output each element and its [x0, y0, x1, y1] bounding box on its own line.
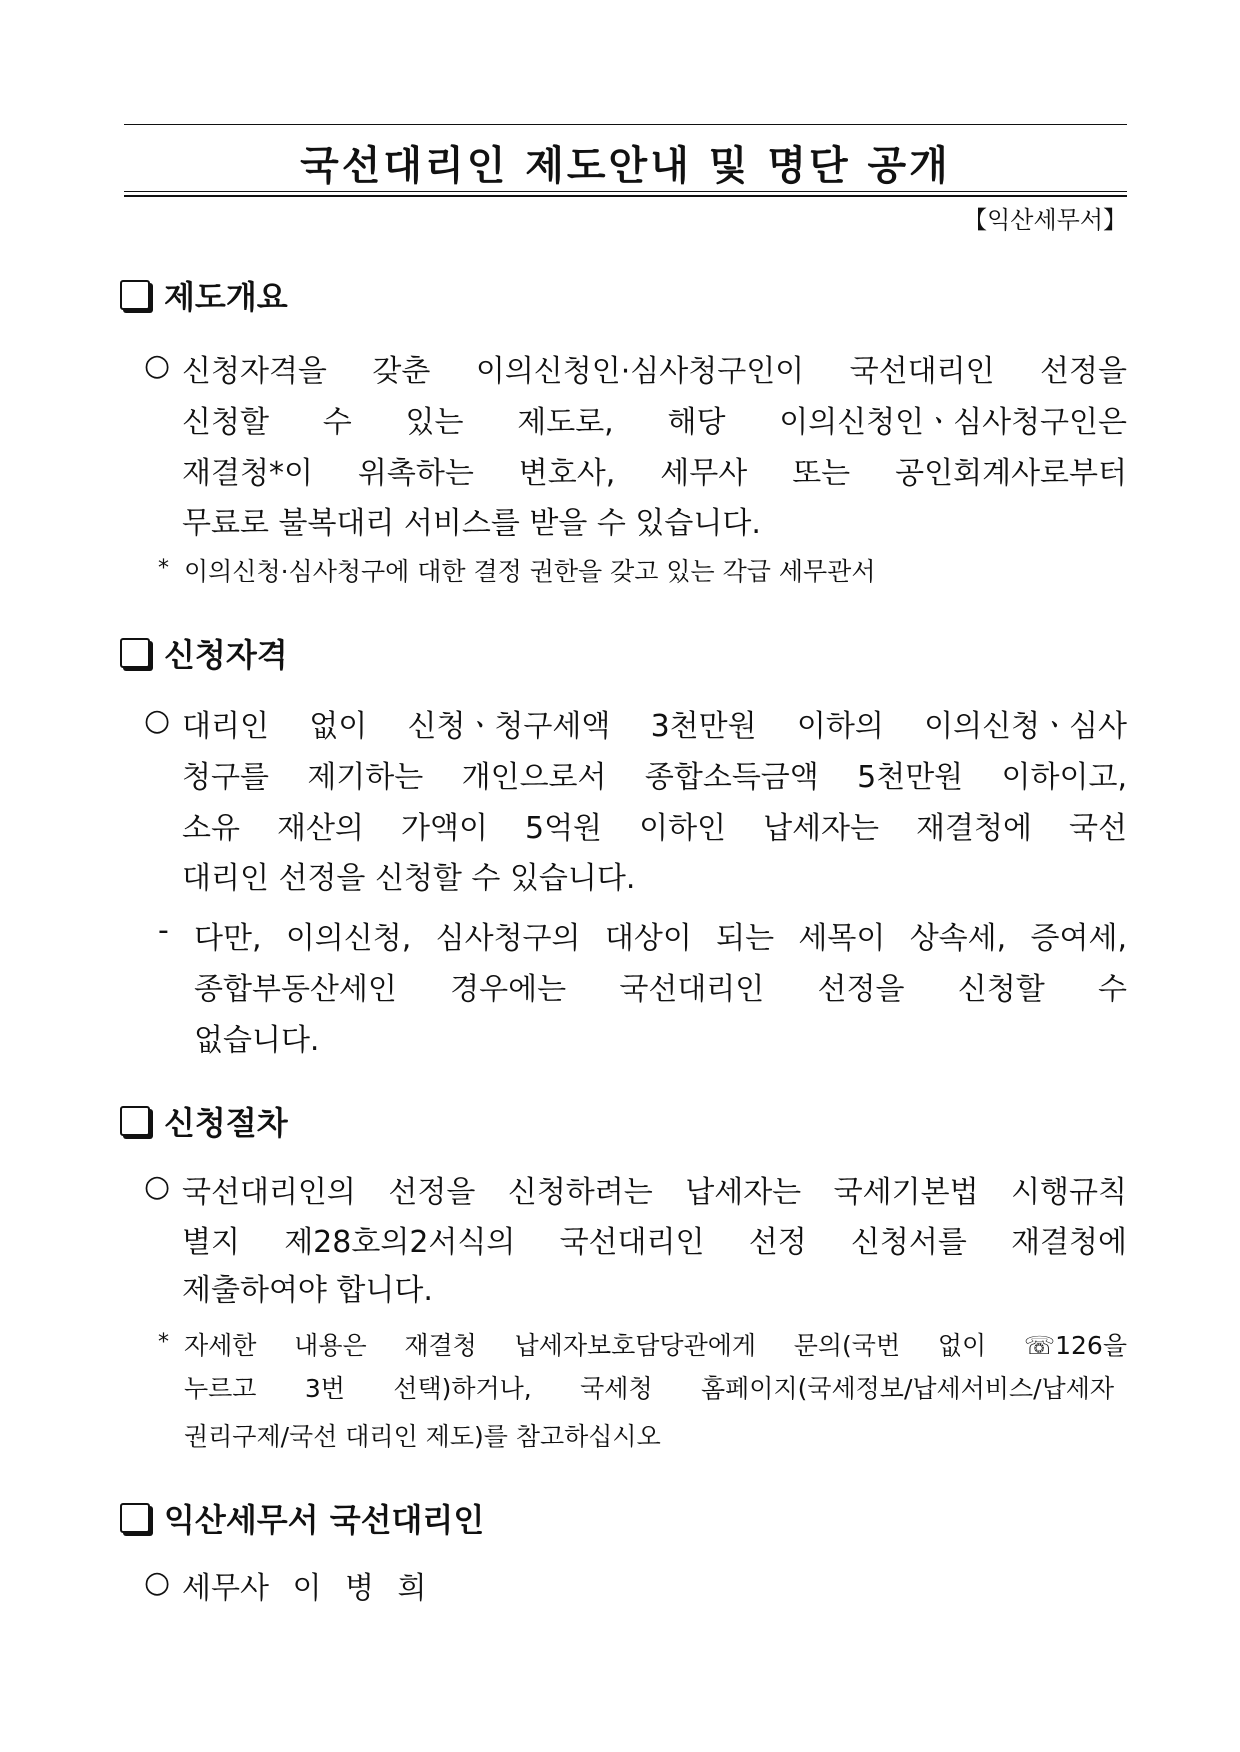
paragraph-line: 청구를 제기하는 개인으로서 종합소득금액 5천만원 이하이고, — [182, 760, 1127, 795]
circle-bullet-icon: ○ — [144, 348, 171, 383]
paragraph-line: 제출하여야 합니다. — [182, 1273, 433, 1308]
checkbox-square-icon — [120, 1106, 150, 1136]
top-rule — [124, 124, 1127, 125]
heading-text: 신청절차 — [164, 1104, 288, 1142]
paragraph-line: 국선대리인의 선정을 신청하려는 납세자는 국세기본법 시행규칙 — [182, 1175, 1127, 1210]
office-label: 【익산세무서】 — [963, 206, 1127, 234]
checkbox-square-icon — [120, 1503, 150, 1533]
heading-text: 익산세무서 국선대리인 — [164, 1501, 485, 1539]
asterisk-icon: * — [158, 1330, 169, 1355]
paragraph-line: 대리인 선정을 신청할 수 있습니다. — [182, 861, 636, 896]
paragraph-line: 소유 재산의 가액이 5억원 이하인 납세자는 재결청에 국선 — [182, 811, 1127, 846]
checkbox-square-icon — [120, 280, 150, 310]
paragraph-line: 재결청*이 위촉하는 변호사, 세무사 또는 공인회계사로부터 — [182, 456, 1127, 491]
paragraph-line: 신청자격을 갖춘 이의신청인·심사청구인이 국선대리인 선정을 — [182, 354, 1127, 389]
circle-bullet-icon: ○ — [144, 703, 171, 738]
footnote-line: 권리구제/국선 대리인 제도)를 참고하십시오 — [184, 1422, 661, 1451]
paragraph-line: 대리인 없이 신청ㆍ청구세액 3천만원 이하의 이의신청ㆍ심사 — [182, 709, 1127, 744]
section-heading-overview — [120, 272, 288, 318]
heading-text: 신청자격 — [164, 636, 288, 674]
asterisk-icon: * — [158, 556, 169, 581]
paragraph-line: 종합부동산세인 경우에는 국선대리인 선정을 신청할 수 — [194, 972, 1127, 1007]
agent-name: 세무사 이 병 희 — [182, 1571, 427, 1606]
footnote-line: 이의신청·심사청구에 대한 결정 권한을 갖고 있는 각급 세무관서 — [184, 557, 876, 586]
paragraph-line: 신청할 수 있는 제도로, 해당 이의신청인ㆍ심사청구인은 — [182, 405, 1127, 440]
paragraph-line: 별지 제28호의2서식의 국선대리인 선정 신청서를 재결청에 — [182, 1225, 1127, 1260]
title-rule-1 — [124, 191, 1127, 192]
checkbox-square-icon — [120, 638, 150, 668]
paragraph-line: 없습니다. — [194, 1023, 320, 1058]
circle-bullet-icon: ○ — [144, 1565, 171, 1600]
section-heading-agent-list — [120, 1495, 484, 1541]
paragraph-line: 무료로 불복대리 서비스를 받을 수 있습니다. — [182, 506, 761, 541]
paragraph-line: 다만, 이의신청, 심사청구의 대상이 되는 세목이 상속세, 증여세, — [194, 921, 1127, 956]
section-heading-procedure — [120, 1098, 288, 1144]
circle-bullet-icon: ○ — [144, 1169, 171, 1204]
section-heading-eligibility — [120, 630, 288, 676]
footnote-line: 누르고 3번 선택)하거나, 국세청 홈페이지(국세정보/납세서비스/납세자 — [184, 1374, 1114, 1403]
dash-bullet-icon: - — [158, 913, 169, 948]
footnote-line: 자세한 내용은 재결청 납세자보호담당관에게 문의(국번 없이 ☏126을 — [184, 1331, 1127, 1360]
heading-text: 제도개요 — [164, 278, 288, 316]
page-title: 국선대리인 제도안내 및 명단 공개 — [300, 143, 951, 189]
title-rule-2 — [124, 195, 1127, 197]
